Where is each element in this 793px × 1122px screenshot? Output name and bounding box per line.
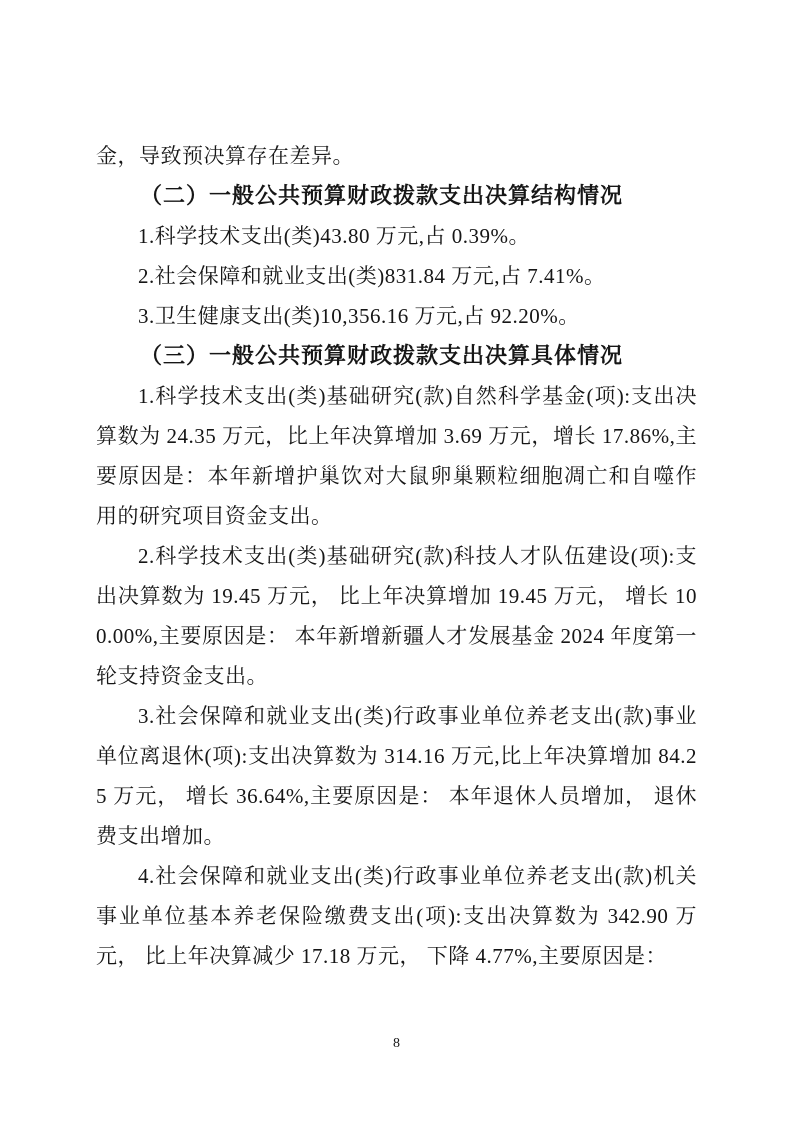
page-number: 8 <box>393 1036 400 1051</box>
paragraph-continuation: 金，导致预决算存在差异。 <box>96 144 354 168</box>
paragraph-detail-1: 1.科学技术支出(类)基础研究(款)自然科学基金(项):支出决算数为 24.35 万元，比上年决算增加 3.69 万元，增长 17.86%,主要原因是：本年新增护巢饮对大鼠卵巢颗粒细胞凋亡和自噬作用的研究项目资金支出。 <box>96 384 697 528</box>
expense-item-health: 3.卫生健康支出(类)10,356.16 万元,占 92.20%。 <box>138 304 580 328</box>
paragraph-detail-3: 3.社会保障和就业支出(类)行政事业单位养老支出(款)事业单位离退休(项):支出决算数为 314.16 万元,比上年决算增加 84.25 万元， 增长 36.64%,主要原因是： 本年退休人员增加， 退休费支出增加。 <box>96 704 697 848</box>
heading-section-2: （二）一般公共预算财政拨款支出决算结构情况 <box>140 183 624 208</box>
heading-section-3: （三）一般公共预算财政拨款支出决算具体情况 <box>140 343 624 368</box>
paragraph-detail-2: 2.科学技术支出(类)基础研究(款)科技人才队伍建设(项):支出决算数为 19.45 万元， 比上年决算增加 19.45 万元， 增长 100.00%,主要原因是： 本年新增新疆人才发展基金 2024 年度第一轮支持资金支出。 <box>96 544 697 688</box>
expense-item-science-tech: 1.科学技术支出(类)43.80 万元,占 0.39%。 <box>138 224 530 248</box>
document-content <box>96 0 697 976</box>
expense-item-social-security: 2.社会保障和就业支出(类)831.84 万元,占 7.41%。 <box>138 264 606 288</box>
paragraph-detail-4: 4.社会保障和就业支出(类)行政事业单位养老支出(款)机关事业单位基本养老保险缴费支出(项):支出决算数为 342.90 万元， 比上年决算减少 17.18 万元， 下降 4.77%,主要原因是： <box>96 864 697 968</box>
